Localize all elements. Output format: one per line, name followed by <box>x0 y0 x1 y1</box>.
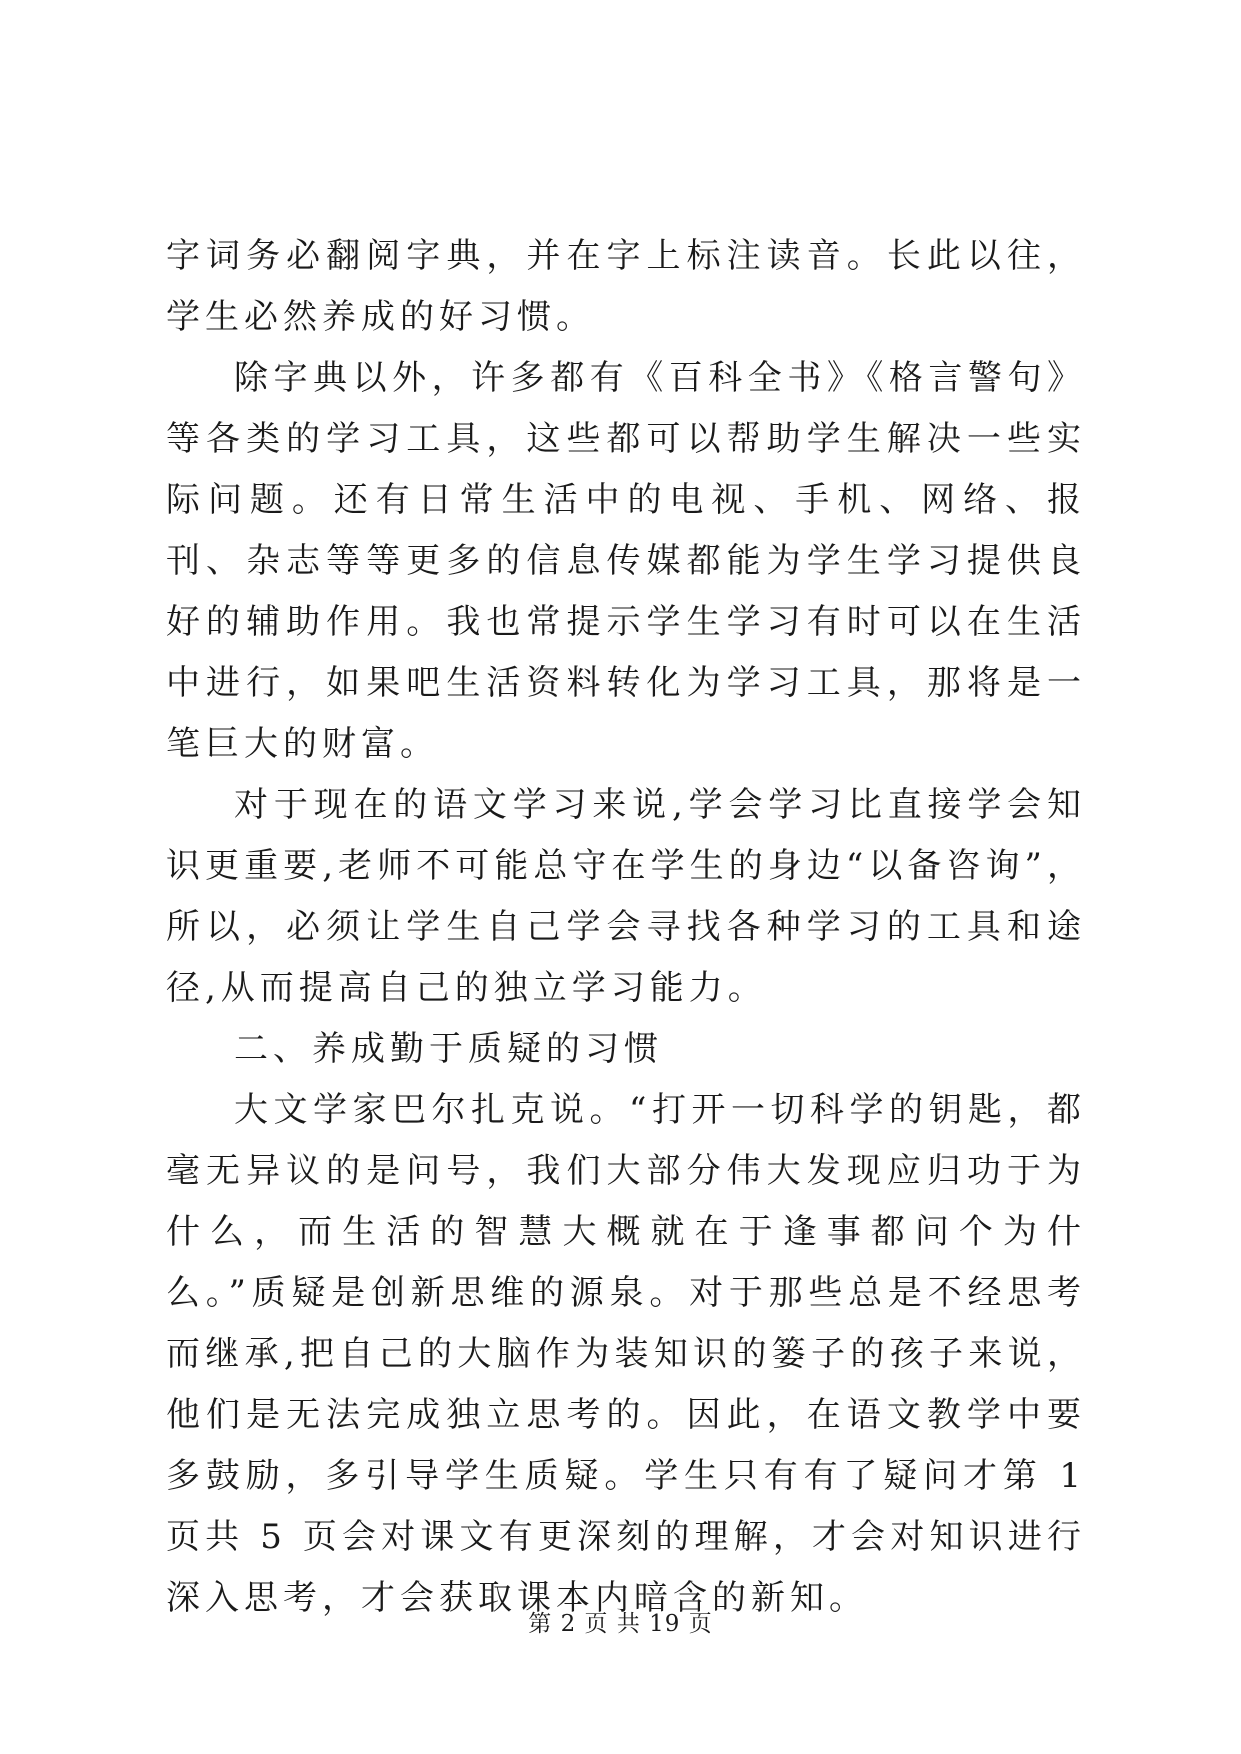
page-footer: 第 2 页 共 19 页 <box>528 1611 713 1637</box>
document-body <box>166 226 1086 1629</box>
section-heading: 二、养成勤于质疑的习惯 <box>234 1029 663 1069</box>
paragraph-1: 字词务必翻阅字典，并在字上标注读音。长此以往，学生必然养成的好习惯。 <box>166 236 1086 337</box>
paragraph-2: 除字典以外，许多都有《百科全书》《格言警句》等各类的学习工具，这些都可以帮助学生解决一些实际问题。还有日常生活中的电视、手机、网络、报刊、杂志等等更多的信息传媒都能为学生学习提供良好的辅助作用。我也常提示学生学习有时可以在生活中进行，如果吧生活资料转化为学习工具，那将是一笔巨大的财富。 <box>166 358 1086 764</box>
paragraph-4: 大文学家巴尔扎克说。“打开一切科学的钥匙，都毫无异议的是问号，我们大部分伟大发现应归功于为什么，而生活的智慧大概就在于逢事都问个为什么。”质疑是创新思维的源泉。对于那些总是不经思考而继承,把自己的大脑作为装知识的篓子的孩子来说，他们是无法完成独立思考的。因此，在语文教学中要多鼓励，多引导学生质疑。学生只有有了疑问才第 1 页共 5 页会对课文有更深刻的理解，才会对知识进行深入思考，才会获取课本内暗含的新知。 <box>166 1090 1086 1618</box>
paragraph-3: 对于现在的语文学习来说,学会学习比直接学会知识更重要,老师不可能总守在学生的身边“以备咨询”，所以，必须让学生自己学会寻找各种学习的工具和途径,从而提高自己的独立学习能力。 <box>166 785 1086 1008</box>
